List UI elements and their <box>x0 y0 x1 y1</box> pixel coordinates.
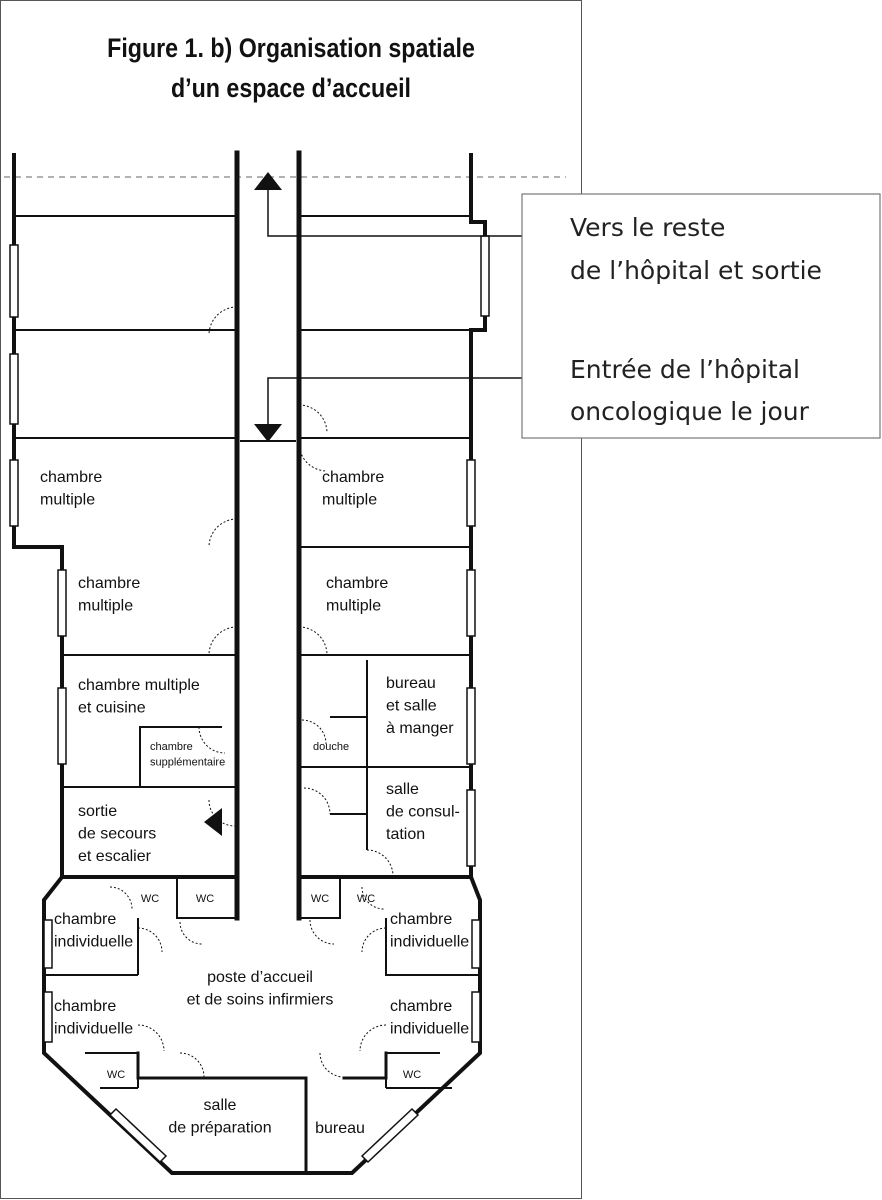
callout-exit-line-2: de l’hôpital et sortie <box>570 256 822 285</box>
callout-exit-line-1: Vers le reste <box>570 213 726 242</box>
label-nurse-station: poste d’accueil et de soins infirmiers <box>186 969 334 1009</box>
title-line-2: d’un espace d’accueil <box>170 73 412 103</box>
label-single-se: chambre individuelle <box>390 998 470 1038</box>
label-wc-1: WC <box>140 893 160 905</box>
label-consultation: salle de consul-tation <box>386 781 460 843</box>
label-office: bureau <box>315 1120 365 1137</box>
label-prep-room: salle de préparation <box>168 1097 272 1137</box>
label-left-multi-1: chambre multiple <box>40 469 103 509</box>
callout-entry-line-1: Entrée de l’hôpital <box>570 355 800 384</box>
label-left-multi-kitchen: chambre multiple et cuisine <box>78 677 200 717</box>
label-wc-2: WC <box>195 893 215 905</box>
label-extra-room: chambre supplémentaire <box>150 741 226 769</box>
label-right-multi-1: chambre multiple <box>322 469 385 509</box>
title-line-1: Figure 1. b) Organisation spatiale <box>107 33 475 63</box>
label-wc-5: WC <box>106 1069 126 1081</box>
label-single-nw: chambre individuelle <box>54 911 134 951</box>
label-left-multi-2: chambre multiple <box>78 575 141 615</box>
label-wc-3: WC <box>310 893 330 905</box>
label-single-ne: chambre individuelle <box>390 911 470 951</box>
label-emergency-exit: sortie de secours et escalier <box>78 803 157 865</box>
emergency-exit-arrow <box>204 808 222 836</box>
label-single-sw: chambre individuelle <box>54 998 134 1038</box>
label-wc-6: WC <box>402 1069 422 1081</box>
room-labels <box>40 469 469 1137</box>
callout-entry-line-2: oncologique le jour <box>570 397 809 426</box>
label-wc-4: WC <box>356 893 376 905</box>
label-right-multi-2: chambre multiple <box>326 575 389 615</box>
label-office-dining: bureau et salle à manger <box>386 675 454 737</box>
partitions <box>14 216 480 1088</box>
label-shower: douche <box>313 741 350 753</box>
